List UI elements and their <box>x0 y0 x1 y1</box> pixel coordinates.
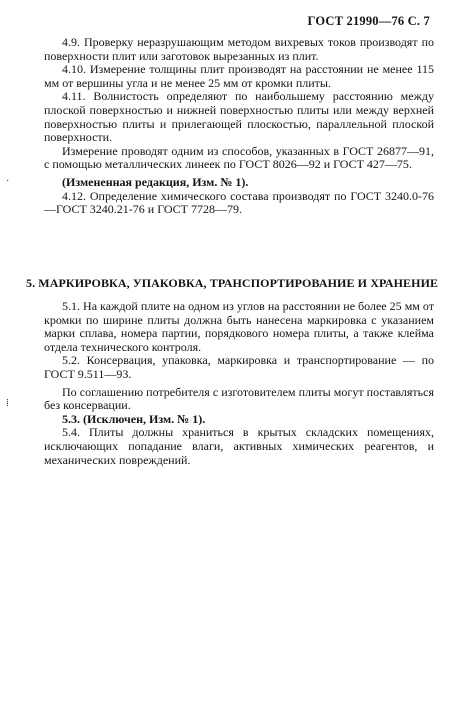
paragraph-5-4: 5.4. Плиты должны храниться в крытых складских помещениях, исключающих попадание влаги, активных химических реагентов, и механических повреждений. <box>44 425 434 467</box>
section-5-title: 5. МАРКИРОВКА, УПАКОВКА, ТРАНСПОРТИРОВАНИЕ И ХРАНЕНИЕ <box>26 276 439 290</box>
paragraph-4-12: 4.12. Определение химического состава производят по ГОСТ 3240.0-76—ГОСТ 3240.21-76 и ГОСТ 7728—79. <box>44 188 434 217</box>
section-4-continuation <box>44 36 434 217</box>
paragraph-agreement: По соглашению потребителя с изготовителем плиты могут поставляться без консервации. <box>44 384 434 413</box>
scan-speck: ⁞ <box>6 398 9 409</box>
paragraph-5-1: 5.1. На каждой плите на одном из углов на расстоянии не более 25 мм от кромки по ширине плиты должна быть нанесена маркировка с указанием марки сплава, номера партии, порядкового номера плиты, а также клейма отдела технического контроля. <box>44 299 434 354</box>
paragraph-4-10: 4.10. Измерение толщины плит производят на расстоянии не менее 115 мм от вершины угла и не менее 25 мм от кромки плиты. <box>44 62 434 90</box>
paragraph-5-2: 5.2. Консервация, упаковка, маркировка и транспортирование — по ГОСТ 9.511—93. <box>44 353 434 381</box>
paragraph-4-9: 4.9. Проверку неразрушающим методом вихревых токов производят по поверхности плит или заготовок вырезанных из плит. <box>44 35 434 63</box>
section-5-body <box>44 300 434 467</box>
paragraph-5-3: 5.3. (Исключен, Изм. № 1). <box>62 411 206 426</box>
amendment-note: (Измененная редакция, Изм. № 1). <box>62 174 249 189</box>
paragraph-4-11: 4.11. Волнистость определяют по наибольшему расстоянию между плоской поверхностью и нижней поверхностью плиты или между верхней поверхностью плиты и прилегающей плоскостью, параллельной плоской поверхности. <box>44 89 434 145</box>
paragraph-measurement: Измерение проводят одним из способов, указанных в ГОСТ 26877—91, с помощью металлических линеек по ГОСТ 8026—92 и ГОСТ 427—75. <box>44 143 434 172</box>
page-header: ГОСТ 21990—76 С. 7 <box>307 14 430 28</box>
scan-speck: · <box>6 176 10 187</box>
